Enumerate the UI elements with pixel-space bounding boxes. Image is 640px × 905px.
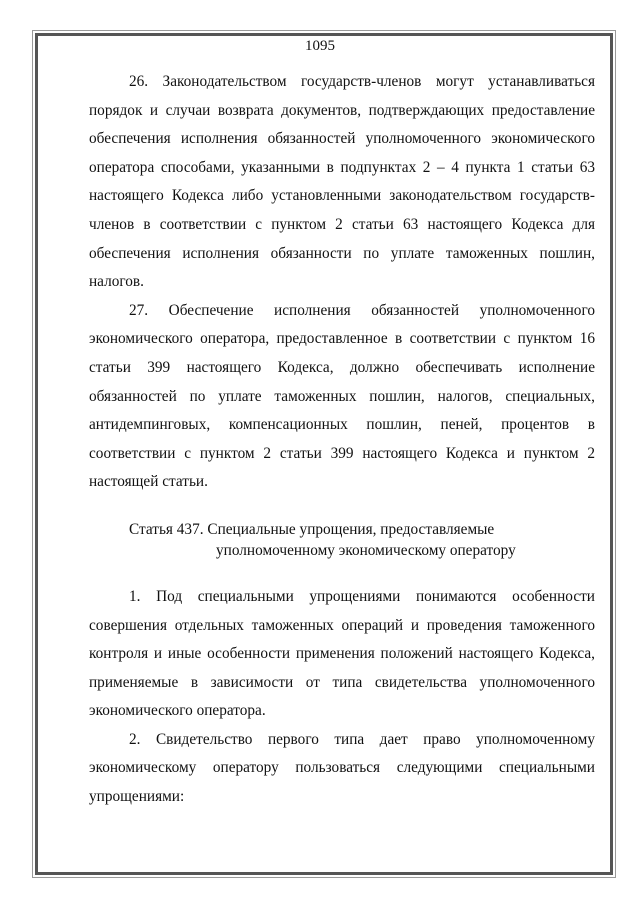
article-heading-line1: Статья 437. Специальные упрощения, предоставляемые <box>129 520 495 538</box>
paragraph-1: 1. Под специальными упрощениями понимаются особенности совершения отдельных таможенных операций и проведения таможенного контроля и иные особенности применения положений настоящего Кодекса, применяемые в зависимости от типа свидетельства уполномоченного экономического оператора. <box>89 587 595 720</box>
document-body <box>89 68 595 812</box>
paragraph-2: 2. Свидетельство первого типа дает право уполномоченному экономическому оператору пользоваться следующими специальными упрощениями: <box>89 730 595 806</box>
article-heading <box>89 519 595 561</box>
paragraph-26: 26. Законодательством государств-членов могут устанавливаться порядок и случаи возврата документов, подтверждающих предоставление обеспечения исполнения обязанностей уполномоченного экономического оператора способами, указанными в подпунктах 2 – 4 пункта 1 статьи 63 настоящего Кодекса либо установленными законодательством государств-членов в соответствии с пунктом 2 статьи 63 настоящего Кодекса для обеспечения исполнения обязанности по уплате таможенных пошлин, налогов. <box>89 73 595 291</box>
page-number: 1095 <box>305 38 335 54</box>
article-heading-line2: уполномоченному экономическому оператору <box>216 541 516 559</box>
paragraph-27: 27. Обеспечение исполнения обязанностей уполномоченного экономического оператора, предоставленное в соответствии с пунктом 16 статьи 399 настоящего Кодекса, должно обеспечивать исполнение обязанностей по уплате таможенных пошлин, налогов, специальных, антидемпинговых, компенсационных пошлин, пеней, процентов в соответствии с пунктом 2 статьи 399 настоящего Кодекса и пунктом 2 настоящей статьи. <box>89 301 595 491</box>
